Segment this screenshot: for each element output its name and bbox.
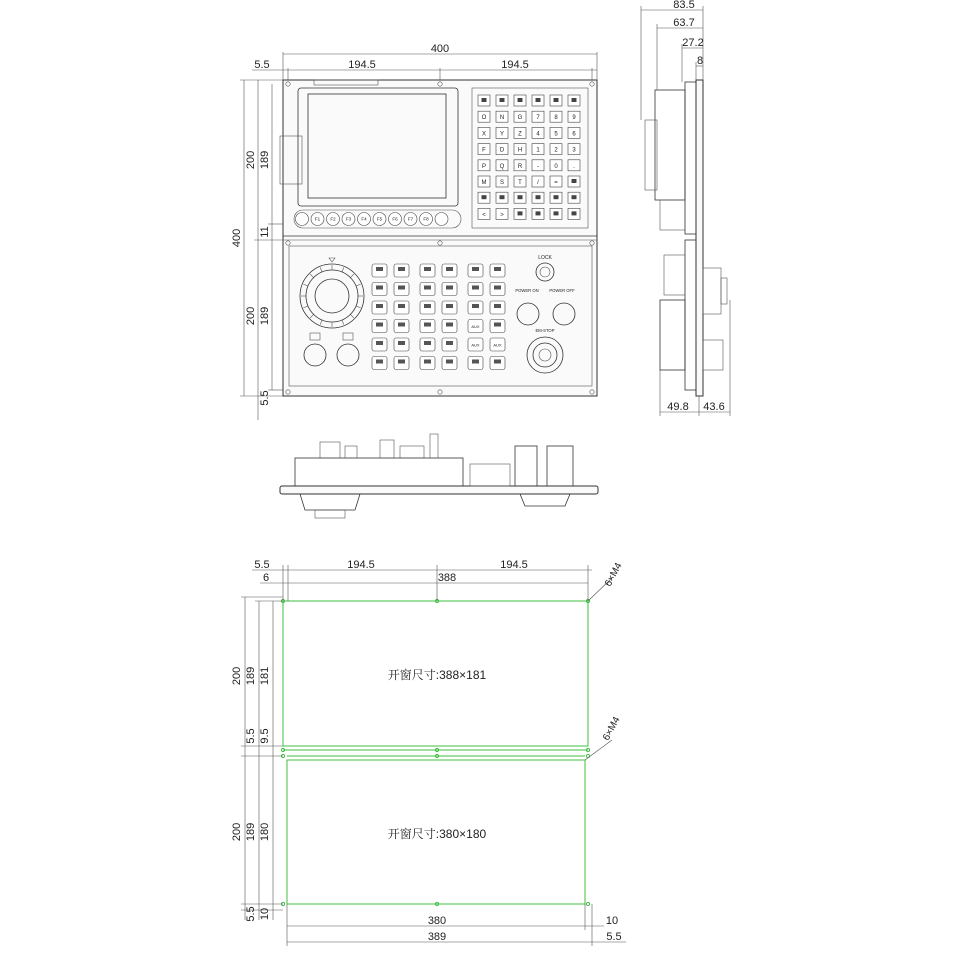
cut-dim-left-200-b: 200: [231, 822, 243, 842]
dim-top-right: 194.5: [501, 59, 529, 71]
keypad-key-label: 6: [572, 131, 576, 138]
key-glyph-icon: [536, 195, 541, 199]
machine-key-icon: [494, 360, 501, 364]
lower-hole-note: 6×M4: [600, 715, 623, 743]
keypad-key-label: 2: [554, 147, 558, 154]
cut-dim-top-margin: 5.5: [254, 559, 270, 571]
key-glyph-icon: [554, 98, 559, 102]
emstop-profile: [703, 340, 723, 370]
cut-dim-left-189-a: 189: [245, 666, 257, 686]
key-glyph-icon: [482, 98, 487, 102]
keypad-key-label: S: [499, 180, 505, 186]
machine-key-icon: [494, 267, 501, 271]
keypad-key-label: F: [482, 147, 486, 154]
key-glyph-icon: [500, 195, 505, 199]
keypad-key-label: Z: [518, 131, 522, 138]
keypad-key-label: 4: [536, 131, 540, 138]
machine-key-icon: [376, 360, 383, 364]
bottom-view: [280, 434, 598, 518]
key-glyph-icon: [554, 211, 559, 215]
machine-key-icon: [472, 360, 479, 364]
key-glyph-icon: [572, 195, 577, 199]
cut-dim-left-10: 10: [259, 907, 271, 921]
keypad-key-label: .: [573, 163, 575, 170]
bottom-plate: [280, 486, 598, 494]
dim-left-lower-189: 189: [259, 306, 271, 326]
fkey-button: [435, 213, 448, 226]
machine-key-icon: [472, 304, 479, 308]
machine-key-icon: [398, 323, 405, 327]
emstop-label: EM-STOP: [535, 328, 555, 333]
machine-key-icon: [446, 286, 453, 290]
upper-hole-note: 6×M4: [602, 561, 625, 589]
keypad-key-label: G: [517, 115, 523, 122]
cut-dim-top-388: 388: [437, 572, 457, 584]
keypad-key-label: D: [499, 147, 505, 154]
keypad-key-label: O: [481, 115, 487, 122]
dim-83-5: 83.5: [673, 0, 695, 11]
machine-key-icon: [494, 304, 501, 308]
machine-key-icon: [424, 360, 431, 364]
machine-key-icon: [446, 360, 453, 364]
fkey-label: F2: [330, 216, 336, 222]
key-glyph-icon: [536, 211, 541, 215]
cutout-view: [231, 559, 626, 946]
dim-63-7: 63.7: [673, 17, 695, 29]
dim-27-2: 27.2: [682, 37, 704, 49]
power-off-label: POWER OFF: [549, 288, 575, 293]
side-panel-plate: [696, 80, 703, 396]
machine-key-icon: [398, 286, 405, 290]
dim-43-6: 43.6: [703, 401, 725, 413]
dim-top-margin: 5.5: [254, 59, 270, 71]
cut-dim-bottom-10: 10: [605, 915, 619, 927]
machine-key-icon: [376, 323, 383, 327]
machine-key-icon: [424, 323, 431, 327]
machine-key-icon: [376, 286, 383, 290]
bottom-pcb: [295, 458, 463, 486]
machine-key-icon: [446, 267, 453, 271]
aux-key-label: AUX: [471, 342, 480, 348]
dim-left-upper-200: 200: [245, 150, 257, 170]
cut-dim-left-5-5-a: 5.5: [245, 728, 257, 744]
machine-key-icon: [446, 323, 453, 327]
keypad-key-label: =: [554, 180, 558, 186]
key-glyph-icon: [572, 211, 577, 215]
aux-key-label: AUX: [471, 324, 480, 329]
front-view: [231, 43, 597, 420]
machine-key-icon: [398, 341, 405, 345]
machine-key-icon: [446, 304, 453, 308]
machine-key-icon: [398, 360, 405, 364]
keypad-key-label: -: [537, 163, 539, 170]
cut-dim-left-180: 180: [259, 822, 271, 842]
machine-key-icon: [472, 267, 479, 271]
dim-top-total: 400: [430, 43, 450, 55]
keypad-key-label: 8: [554, 115, 558, 122]
lcd-module-profile: [655, 90, 685, 200]
dim-top-left: 194.5: [348, 59, 376, 71]
keypad-key-label: 7: [536, 115, 540, 122]
cut-dim-left-200-a: 200: [231, 666, 243, 686]
upper-cutout-label: 开窗尺寸:388×181: [387, 668, 487, 682]
cut-dim-left-9-5: 9.5: [259, 728, 271, 744]
key-glyph-icon: [572, 98, 577, 102]
power-on-label: POWER ON: [515, 288, 539, 293]
fkey-label: F7: [407, 216, 414, 222]
key-glyph-icon: [554, 195, 559, 199]
machine-key-icon: [376, 267, 383, 271]
fkey-label: F3: [345, 216, 352, 222]
keypad-key-label: X: [481, 131, 487, 138]
m4-holes: [281, 599, 589, 905]
cut-dim-left-189-b: 189: [245, 822, 257, 842]
dim-left-gap-11: 11: [259, 226, 271, 238]
keypad-key-label: P: [481, 163, 487, 170]
keypad-key-label: R: [517, 163, 523, 170]
dim-49-8: 49.8: [667, 401, 689, 413]
keypad-key-label: N: [499, 115, 505, 122]
dim-left-lower-200: 200: [245, 306, 257, 326]
key-glyph-icon: [518, 195, 523, 199]
keypad-key-label: <: [482, 212, 486, 219]
dim-left-total: 400: [231, 228, 243, 248]
cut-dim-bottom-5-5: 5.5: [606, 931, 622, 943]
key-glyph-icon: [482, 195, 487, 199]
keypad-key-label: Q: [499, 163, 505, 170]
machine-key-icon: [376, 341, 383, 345]
keypad-key-label: 9: [572, 115, 576, 122]
key-glyph-icon: [572, 179, 577, 183]
keypad-key-label: Y: [499, 131, 505, 138]
cut-dim-bottom-380: 380: [427, 915, 447, 927]
fkey-label: F5: [376, 216, 383, 222]
fkey-label: F1: [314, 216, 321, 222]
keypad-key-label: M: [481, 180, 487, 186]
machine-key-icon: [494, 286, 501, 290]
lower-cutout-label: 开窗尺寸:380×180: [387, 827, 487, 841]
machine-key-icon: [424, 286, 431, 290]
keypad-key-label: 5: [554, 131, 558, 138]
cut-dim-bottom-389: 389: [427, 931, 447, 943]
machine-key-icon: [398, 304, 405, 308]
keypad-key-label: >: [500, 212, 504, 219]
machine-key-icon: [424, 304, 431, 308]
machine-key-icon: [424, 267, 431, 271]
machine-key-icon: [494, 323, 501, 327]
cut-dim-top-6: 6: [262, 572, 270, 584]
machine-key-icon: [398, 267, 405, 271]
m4-hole: [586, 902, 589, 905]
keypad-key-label: H: [517, 147, 523, 154]
keypad-key-label: 0: [554, 163, 558, 170]
keypad-key-label: 3: [572, 147, 576, 154]
lock-label: LOCK: [538, 255, 552, 261]
machine-key-icon: [446, 341, 453, 345]
machine-key-icon: [376, 304, 383, 308]
dim-8: 8: [696, 55, 704, 67]
aux-key-label: AUX: [493, 342, 502, 348]
cut-dim-top-left: 194.5: [347, 559, 375, 571]
key-glyph-icon: [518, 98, 523, 102]
dim-left-bottom-5-5: 5.5: [259, 390, 271, 406]
fkey-label: F4: [361, 216, 367, 222]
machine-key-icon: [472, 286, 479, 290]
side-view: [641, 0, 730, 416]
cut-dim-left-5-5-b: 5.5: [245, 906, 257, 922]
cut-dim-top-right: 194.5: [500, 559, 528, 571]
keypad-key-label: 1: [536, 147, 540, 154]
dim-left-upper-189: 189: [259, 150, 271, 170]
key-glyph-icon: [518, 211, 523, 215]
cut-dim-left-181: 181: [259, 666, 271, 686]
keypad-key-label: T: [518, 180, 522, 186]
fkey-label: F8: [423, 216, 429, 222]
keypad-key-label: /: [537, 180, 539, 186]
fkey-label: F6: [392, 216, 398, 222]
handwheel-profile: [703, 268, 721, 314]
handwheel-bottom-profile: [300, 494, 360, 510]
key-glyph-icon: [536, 98, 541, 102]
fkey-button: [296, 213, 309, 226]
key-glyph-icon: [500, 98, 505, 102]
emstop-bottom-profile: [520, 494, 570, 506]
machine-key-icon: [424, 341, 431, 345]
